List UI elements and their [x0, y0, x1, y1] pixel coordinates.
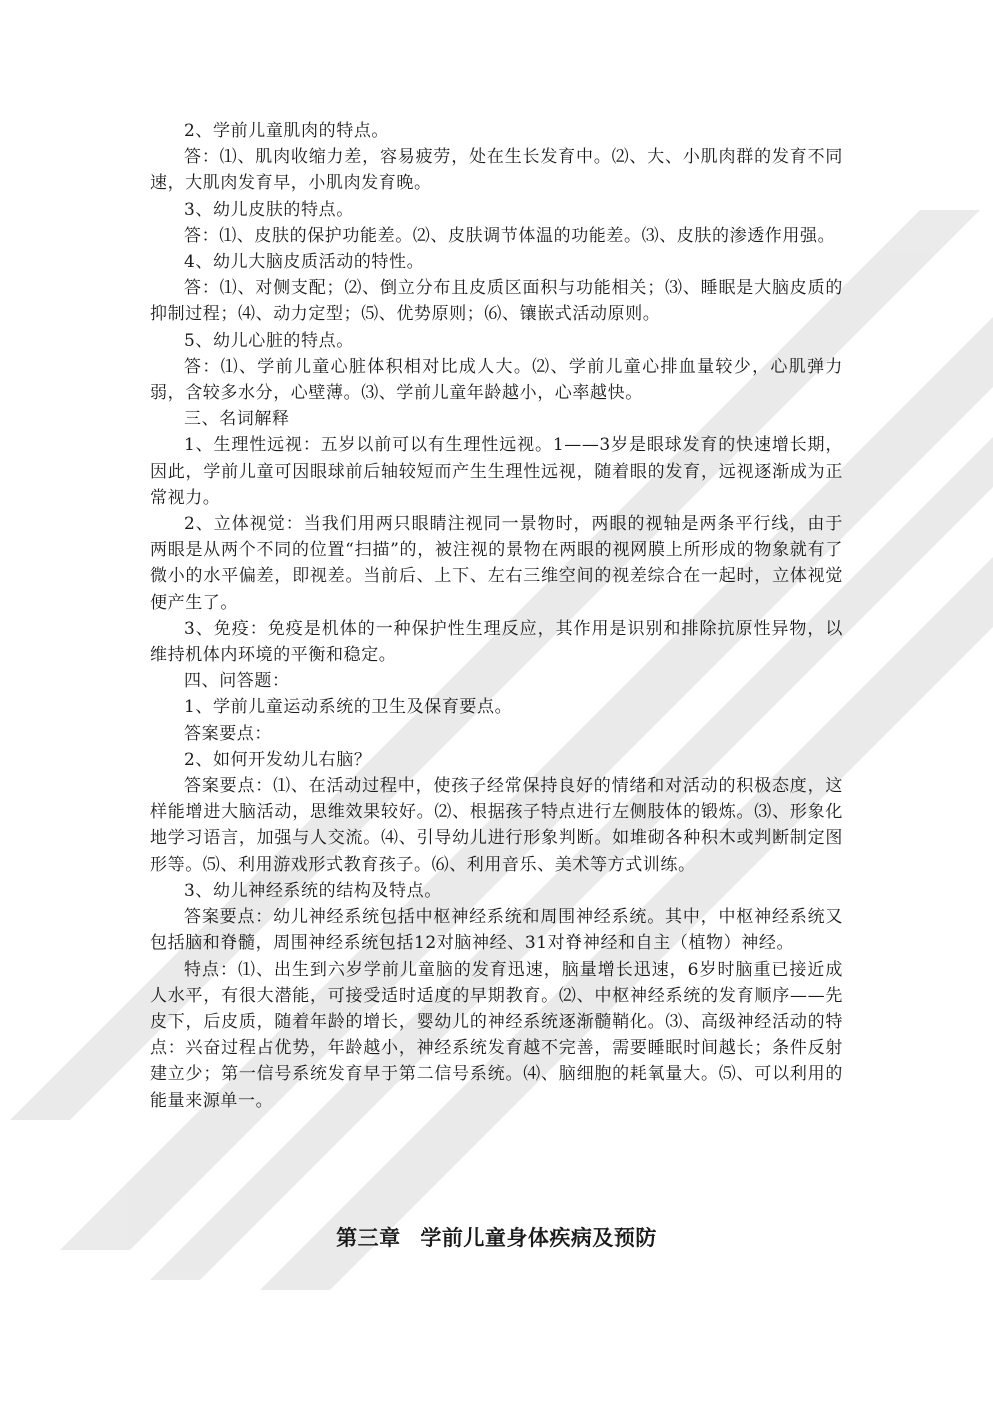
term-stereo-vision: 2、立体视觉：当我们用两只眼睛注视同一景物时，两眼的视轴是两条平行线，由于两眼是从两个不同的位置“扫描”的，被注视的景物在两眼的视网膜上所形成的物象就有了微小的水平偏差，即视差。当前后、上下、左右三维空间的视差综合在一起时，立体视觉便产生了。	[150, 514, 843, 613]
answer-heart: 答：⑴、学前儿童心脏体积相对比成人大。⑵、学前儿童心排血量较少，心肌弹力弱，含较多水分，心壁薄。⑶、学前儿童年龄越小，心率越快。	[150, 356, 843, 404]
term-immunity: 3、免疫：免疫是机体的一种保护性生理反应，其作用是识别和排除抗原性异物，以维持机体内环境的平衡和稳定。	[150, 618, 843, 666]
term-hyperopia: 1、生理性远视：五岁以前可以有生理性远视。1——3岁是眼球发育的快速增长期，因此，学前儿童可因眼球前后轴较短而产生生理性远视，随着眼的发育，远视逐渐成为正常视力。	[150, 435, 843, 508]
heading-heart: 5、幼儿心脏的特点。	[184, 330, 354, 351]
question-motor-system: 1、学前儿童运动系统的卫生及保育要点。	[184, 697, 513, 718]
chapter-title	[0, 1222, 993, 1252]
question-right-brain: 2、如何开发幼儿右脑？	[184, 749, 372, 770]
heading-muscle: 2、学前儿童肌肉的特点。	[184, 121, 390, 141]
section-terms: 三、名词解释	[184, 409, 290, 430]
section-questions: 四、问答题：	[184, 671, 290, 692]
heading-cortex: 4、幼儿大脑皮质活动的特性。	[184, 252, 425, 273]
heading-skin: 3、幼儿皮肤的特点。	[184, 199, 354, 220]
answer-key-label: 答案要点：	[184, 723, 272, 744]
chapter-number: 第三章	[336, 1226, 401, 1250]
answer-nervous-system: 答案要点：幼儿神经系统包括中枢神经系统和周围神经系统。其中，中枢神经系统又包括脑和脊髓，周围神经系统包括12对脑神经、31对脊神经和自主（植物）神经。	[150, 907, 843, 954]
question-nervous-system: 3、幼儿神经系统的结构及特点。	[184, 880, 442, 901]
answer-right-brain: 答案要点：⑴、在活动过程中，使孩子经常保持良好的情绪和对活动的积极态度，这样能增进大脑活动，思维效果较好。⑵、根据孩子特点进行左侧肢体的锻炼。⑶、形象化地学习语言，加强与人交流。⑷、引导幼儿进行形象判断。如堆砌各种积木或判断制定图形等。⑸、利用游戏形式教育孩子。⑹、利用音乐、美术等方式训练。	[150, 776, 843, 875]
answer-muscle: 答：⑴、肌肉收缩力差，容易疲劳，处在生长发育中。⑵、大、小肌肉群的发育不同速，大肌肉发育早，小肌肉发育晚。	[150, 147, 843, 194]
answer-skin: 答：⑴、皮肤的保护功能差。⑵、皮肤调节体温的功能差。⑶、皮肤的渗透作用强。	[184, 225, 836, 246]
chapter-name: 学前儿童身体疾病及预防	[420, 1226, 657, 1250]
nervous-system-features: 特点：⑴、出生到六岁学前儿童脑的发育迅速，脑量增长迅速，6岁时脑重已接近成人水平，有很大潜能，可接受适时适度的早期教育。⑵、中枢神经系统的发育顺序——先皮下，后皮质，随着年龄的增长，婴幼儿的神经系统逐渐髓鞘化。⑶、高级神经活动的特点：兴奋过程占优势，年龄越小，神经系统发育越不完善，需要睡眠时间越长；条件反射建立少；第一信号系统发育早于第二信号系统。⑷、脑细胞的耗氧量大。⑸、可以利用的能量来源单一。	[150, 959, 843, 1111]
document-body	[150, 118, 843, 1114]
answer-cortex: 答：⑴、对侧支配；⑵、倒立分布且皮质区面积与功能相关；⑶、睡眠是大脑皮质的抑制过程；⑷、动力定型；⑸、优势原则；⑹、镶嵌式活动原则。	[150, 278, 843, 325]
